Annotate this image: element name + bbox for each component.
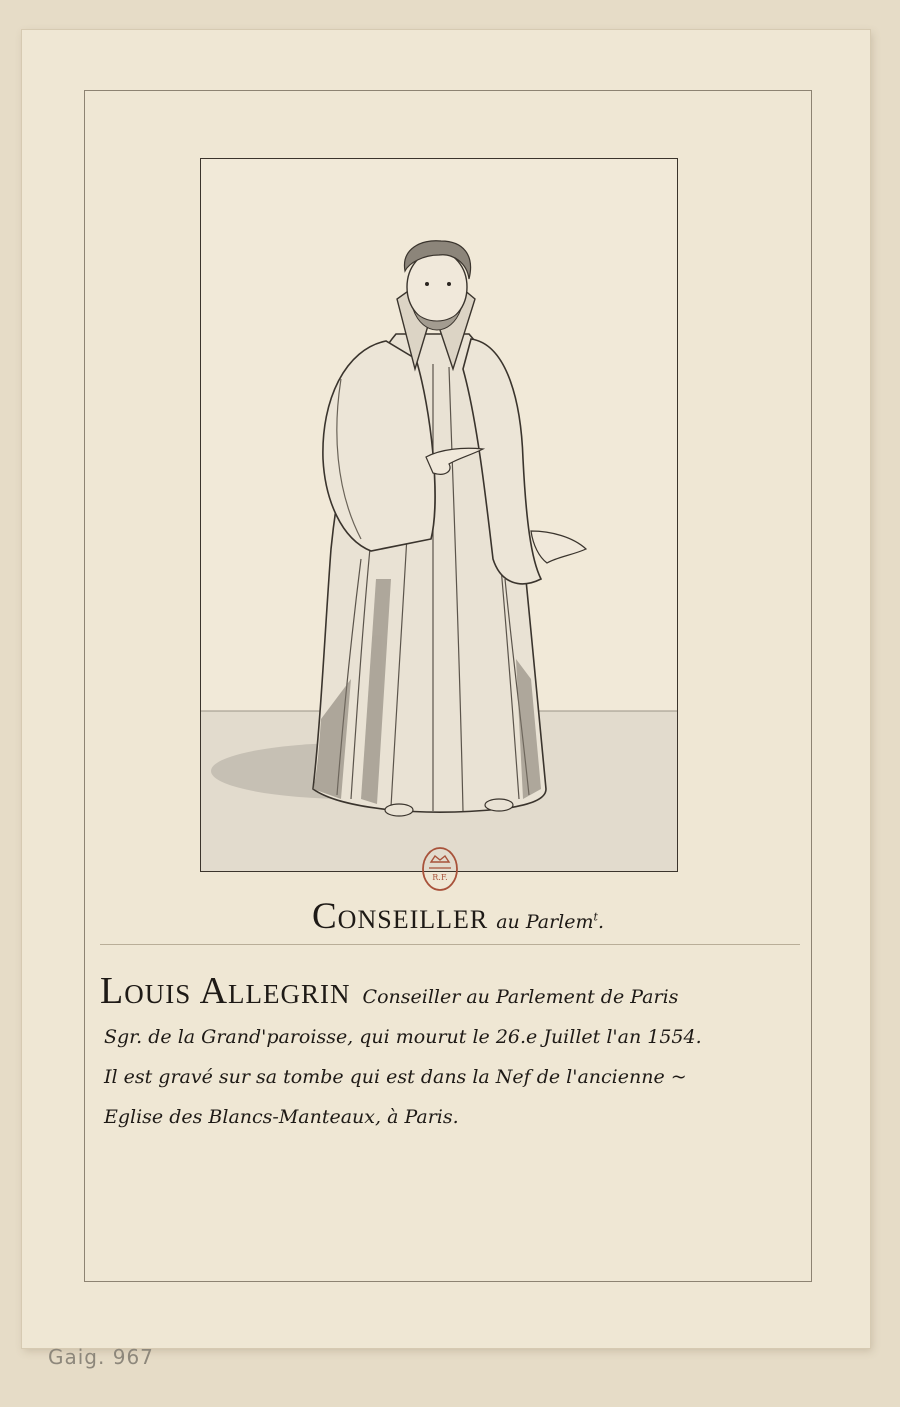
portrait-drawing	[201, 159, 677, 871]
library-seal-stamp	[421, 846, 459, 892]
sitter-name: Louis Allegrin	[100, 970, 351, 1012]
guide-rule	[100, 944, 800, 945]
portrait-frame	[200, 158, 678, 872]
catalog-number: Gaig. 967	[48, 1345, 154, 1369]
plate-title	[312, 895, 762, 945]
svg-text:R.F.: R.F.	[432, 873, 448, 882]
inscription-line-3: Il est gravé sur sa tombe qui est dans la Nef de l'ancienne ~	[104, 1066, 687, 1088]
title-script: au Parlem$^t$.	[496, 910, 604, 933]
inscription-line-1	[100, 972, 820, 1028]
inscription	[100, 972, 820, 1148]
title-caps: Conseiller	[312, 896, 489, 937]
inscription-line-2: Sgr. de la Grand'paroisse, qui mourut le 26.e Juillet l'an 1554.	[104, 1026, 702, 1048]
sitter-office: Conseiller au Parlement de Paris	[362, 986, 679, 1008]
inscription-line-4: Eglise des Blancs-Manteaux, à Paris.	[104, 1106, 459, 1128]
